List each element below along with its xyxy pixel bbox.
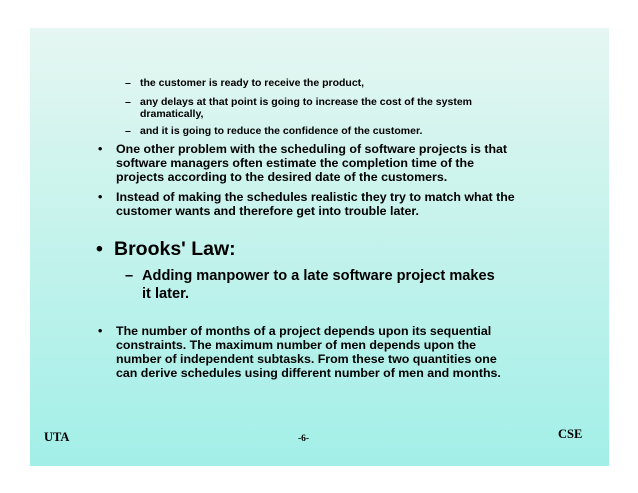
sub-item-text: dramatically, xyxy=(140,108,204,120)
sub-item-text: the customer is ready to receive the product, xyxy=(140,77,365,89)
bullet-marker: • xyxy=(96,238,103,260)
brooks-law-text: it later. xyxy=(142,286,190,302)
bullet-text: projects according to the desired date of the customers. xyxy=(116,170,448,184)
sub-dash: – xyxy=(125,268,134,284)
slide xyxy=(30,28,609,466)
bullet-text: software managers often estimate the completion time of the xyxy=(116,156,475,170)
sub-item-text: and it is going to reduce the confidence of the customer. xyxy=(140,125,423,137)
sub-dash: – xyxy=(125,125,131,137)
sub-item-text: any delays at that point is going to increase the cost of the system xyxy=(140,96,472,108)
sub-dash: – xyxy=(125,77,131,89)
footer-right-label: CSE xyxy=(558,427,583,441)
bullet-marker: • xyxy=(98,324,103,338)
footer-left-label: UTA xyxy=(44,430,70,444)
bullet-text: The number of months of a project depends upon its sequential xyxy=(116,324,492,338)
bullet-text: number of independent subtasks. From these two quantities one xyxy=(116,352,497,366)
bullet-marker: • xyxy=(98,142,103,156)
brooks-law-text: Adding manpower to a late software project makes xyxy=(142,268,495,284)
bullet-text: One other problem with the scheduling of software projects is that xyxy=(116,142,508,156)
bullet-text: can derive schedules using different number of men and months. xyxy=(116,366,501,380)
sub-dash: – xyxy=(125,96,131,108)
page-number: -6- xyxy=(298,434,310,444)
bullet-text: Instead of making the schedules realistic they try to match what the xyxy=(116,190,515,204)
bullet-text: customer wants and therefore get into trouble later. xyxy=(116,204,419,218)
bullet-text: constraints. The maximum number of men depends upon the xyxy=(116,338,477,352)
bullet-marker: • xyxy=(98,190,103,204)
brooks-law-heading: Brooks' Law: xyxy=(114,238,236,260)
